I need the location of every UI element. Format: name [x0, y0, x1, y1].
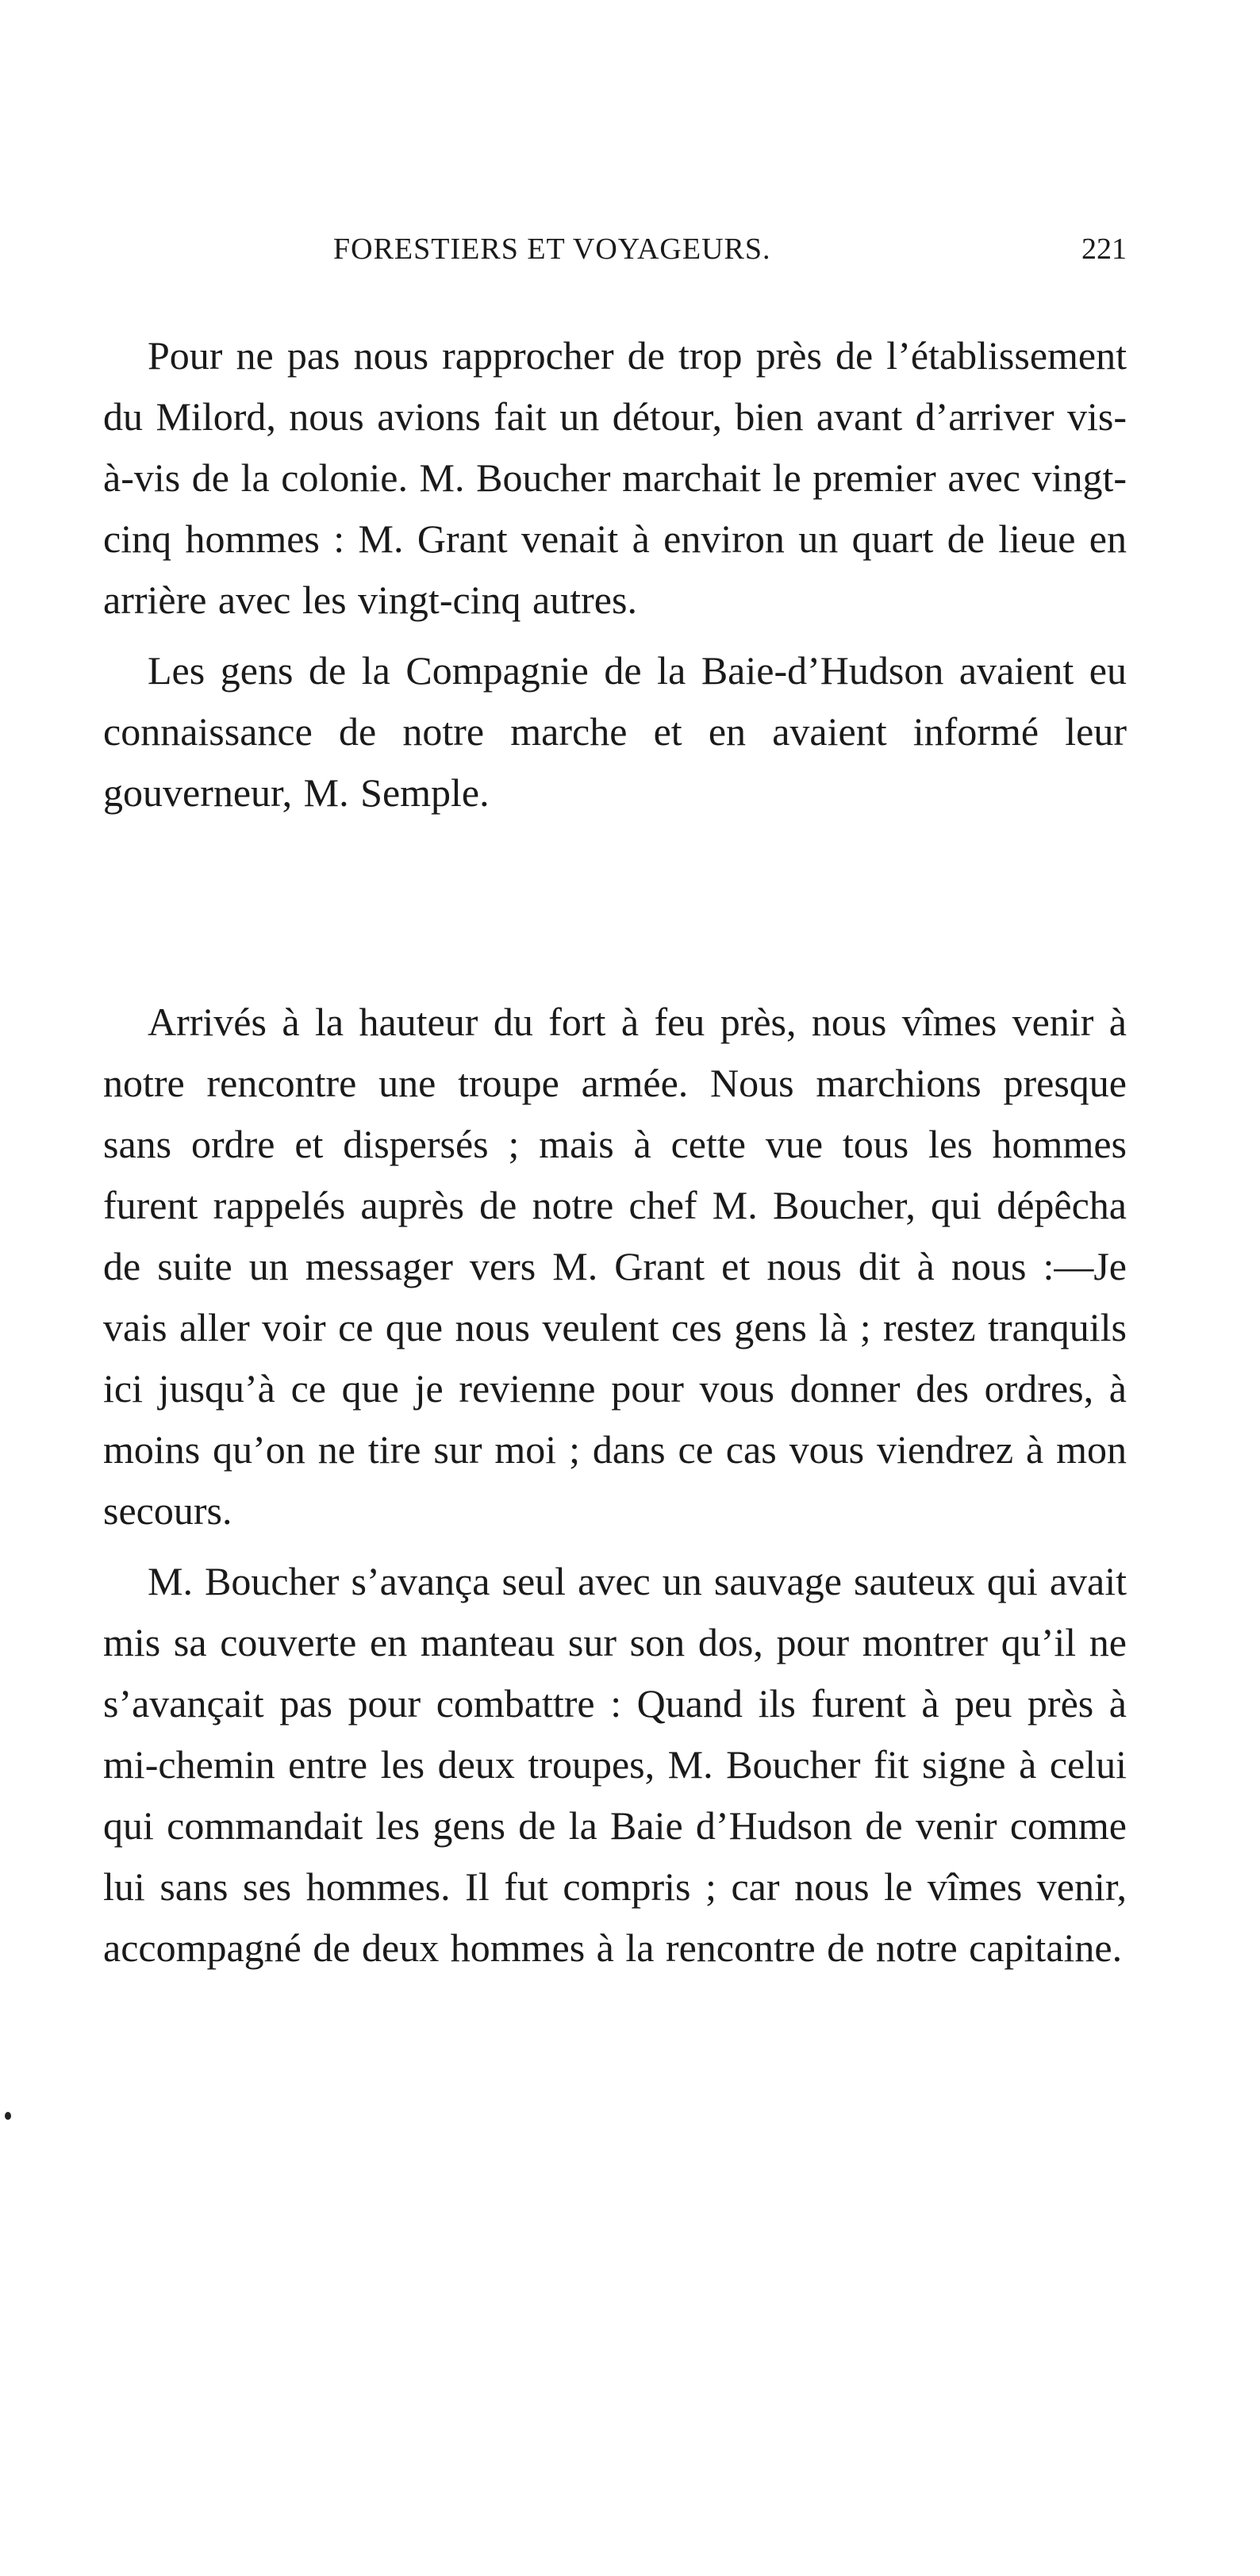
page-number: 221 — [1081, 232, 1127, 266]
paragraph: M. Boucher s’avança seul avec un sauvage sauteux qui avait mis sa couverte en manteau sur son dos, pour montrer qu’il ne s’avançait pas pour combattre : Quand ils furent à peu près à mi-chemin entre les deux troupes, M. Boucher fit signe à celui qui commandait les gens de la Baie d’Hudson de venir comme lui sans ses hommes. Il fut compris ; car nous le vîmes venir, accompagné de deux hommes à la rencontre de notre capitaine. — [103, 1559, 1127, 1970]
text-block-upper — [103, 325, 1127, 833]
running-title: FORESTIERS ET VOYAGEURS. — [333, 232, 771, 266]
text-block-lower — [103, 992, 1127, 1988]
paragraph: Pour ne pas nous rapprocher de trop près de l’établissement du Milord, nous avions fait un détour, bien avant d’arriver vis-à-vis de la colonie. M. Boucher marchait le premier avec vingt-cinq hommes : M. Grant venait à environ un quart de lieue en arrière avec les vingt-cinq autres. — [103, 333, 1127, 622]
margin-ink-mark — [5, 2112, 11, 2120]
paragraph: Arrivés à la hauteur du fort à feu près, nous vîmes venir à notre rencontre une troupe armée. Nous marchions presque sans ordre et dispersés ; mais à cette vue tous les hommes furent rappelés auprès de notre chef M. Boucher, qui dépêcha de suite un messager vers M. Grant et nous dit à nous :—Je vais aller voir ce que nous veulent ces gens là ; restez tranquils ici jusqu’à ce que je revienne pour vous donner des ordres, à moins qu’on ne tire sur moi ; dans ce cas vous viendrez à mon secours. — [103, 1000, 1127, 1533]
running-head — [103, 232, 1127, 279]
paragraph: Les gens de la Compagnie de la Baie-d’Hudson avaient eu connaissance de notre marche et en avaient informé leur gouverneur, M. Semple. — [103, 648, 1127, 815]
